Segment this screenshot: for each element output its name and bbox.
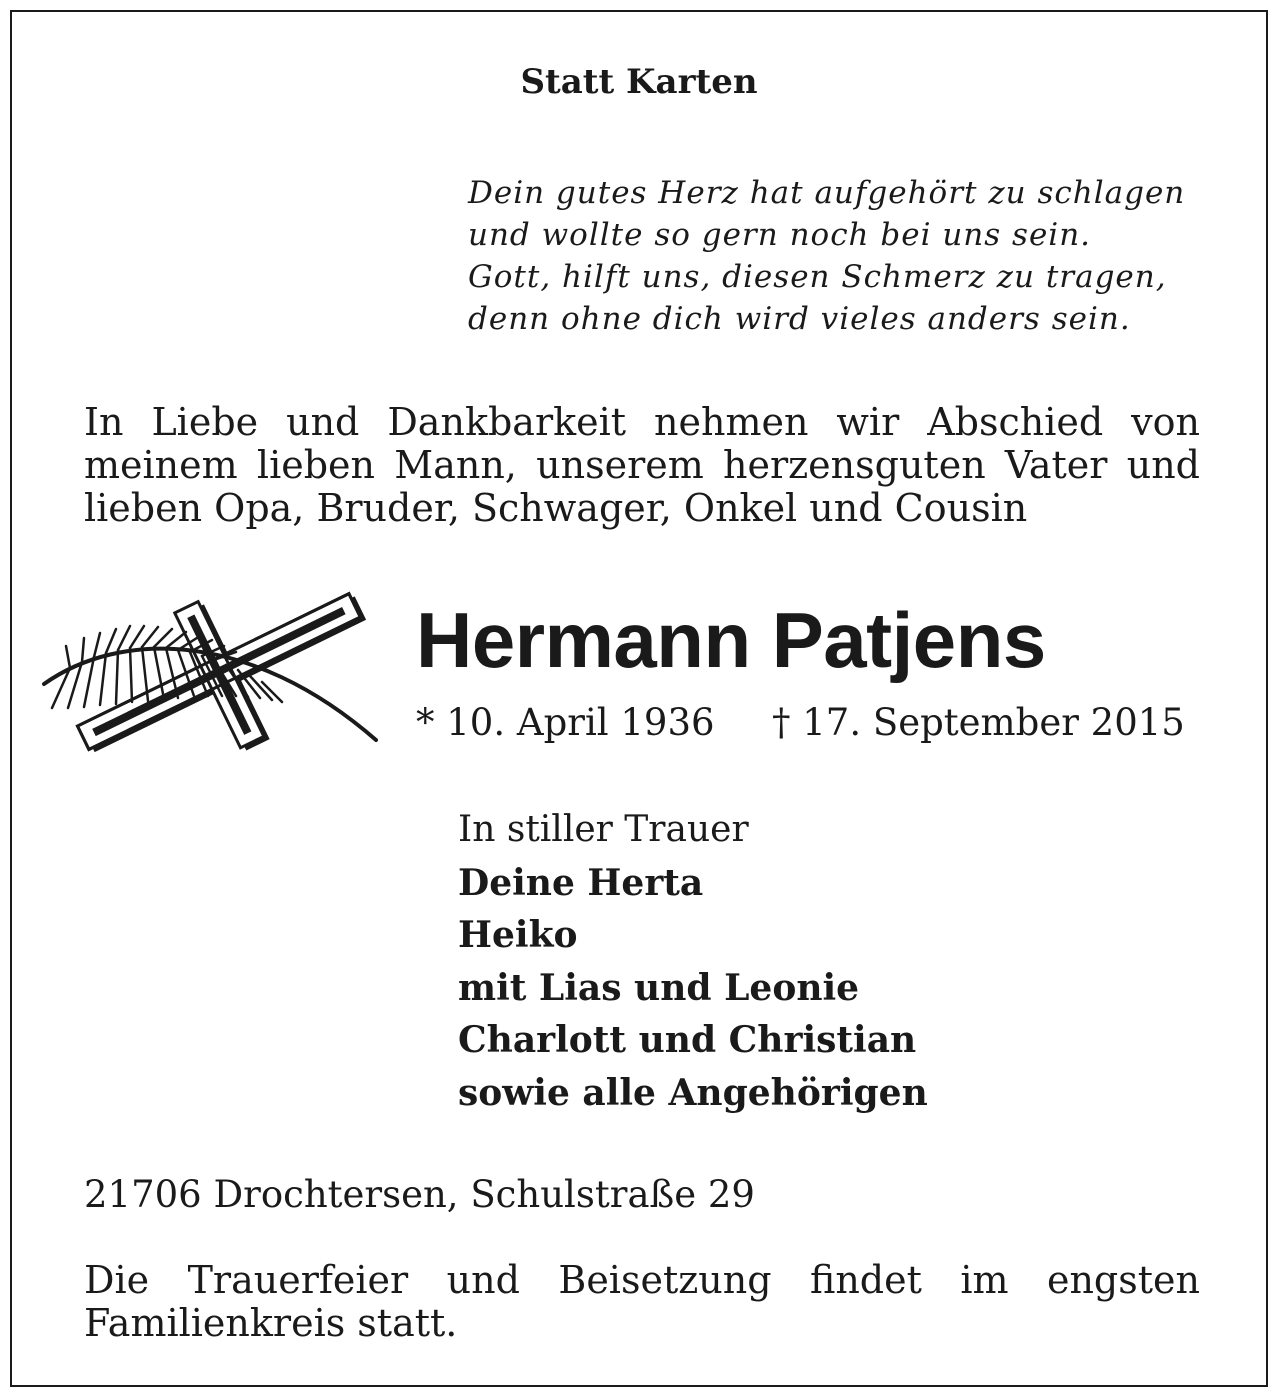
- poem-line: und wollte so gern noch bei uns sein.: [468, 217, 1092, 253]
- mourner-name: sowie alle Angehörigen: [458, 1071, 928, 1114]
- mourners-list: [458, 804, 928, 1119]
- poem-line: denn ohne dich wird vieles anders sein.: [468, 301, 1131, 337]
- mourner-name: mit Lias und Leonie: [458, 966, 860, 1009]
- mourners-intro: In stiller Trauer: [458, 809, 749, 850]
- mourner-name: Charlott und Christian: [458, 1019, 917, 1061]
- notice-header: Statt Karten: [520, 62, 758, 102]
- cross-with-palm-branch-icon: [30, 590, 382, 754]
- poem-line: Dein gutes Herz hat aufgehört zu schlagen: [468, 175, 1186, 211]
- funeral-note: Die Trauerfeier und Beisetzung findet im engsten Familienkreis statt.: [84, 1258, 1200, 1345]
- intro-text: In Liebe und Dankbarkeit nehmen wir Abschied von meinem lieben Mann, unserem herzensguten Vater und lieben Opa, Bruder, Schwager, Onkel und Cousin: [84, 400, 1200, 530]
- mourner-name: Heiko: [458, 914, 578, 956]
- address: 21706 Drochtersen, Schulstraße 29: [84, 1173, 755, 1216]
- obituary-notice: [10, 10, 1268, 1387]
- death-date: † 17. September 2015: [772, 701, 1185, 744]
- poem-line: Gott, hilft uns, diesen Schmerz zu tragen,: [468, 259, 1167, 295]
- birth-date: * 10. April 1936: [416, 701, 715, 744]
- mourner-name: Deine Herta: [458, 861, 704, 904]
- poem: [468, 172, 1228, 340]
- deceased-name: Hermann Patjens: [416, 596, 1046, 684]
